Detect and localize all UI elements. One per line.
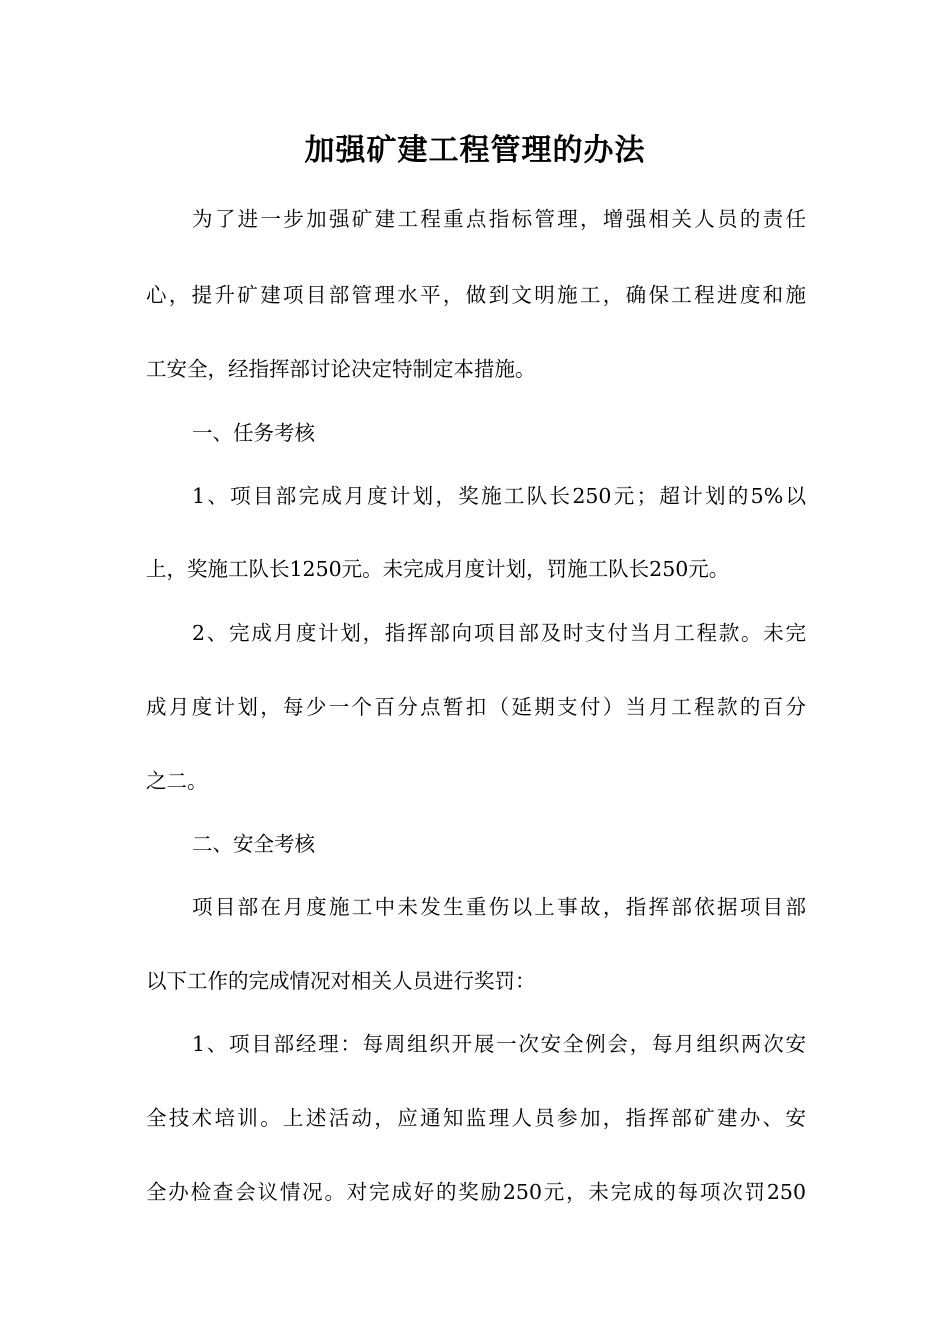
paragraph-line: 项目部在月度施工中未发生重伤以上事故，指挥部依据项目部 [192,895,806,919]
paragraph-line: 以下工作的完成情况对相关人员进行奖罚： [146,969,536,993]
paragraph-line: 之二。 [146,769,208,793]
paragraph-line: 上，奖施工队长1250元。未完成月度计划，罚施工队长250元。 [146,557,730,581]
paragraph-line: 成月度计划，每少一个百分点暂扣（延期支付）当月工程款的百分 [146,695,806,719]
section-heading: 二、安全考核 [192,832,315,856]
paragraph-line: 全技术培训。上述活动，应通知监理人员参加，指挥部矿建办、安 [146,1106,806,1130]
paragraph-line: 1、项目部完成月度计划，奖施工队长250元；超计划的5%以 [192,484,806,508]
paragraph-line: 工安全，经指挥部讨论决定特制定本措施。 [146,357,536,381]
section-heading: 一、任务考核 [192,421,315,445]
paragraph-line: 心，提升矿建项目部管理水平，做到文明施工，确保工程进度和施 [146,283,806,307]
document-title: 加强矿建工程管理的办法 [304,133,646,168]
paragraph-line: 2、完成月度计划，指挥部向项目部及时支付当月工程款。未完 [192,621,806,645]
paragraph-line: 为了进一步加强矿建工程重点指标管理，增强相关人员的责任 [192,207,806,231]
paragraph-line: 全办检查会议情况。对完成好的奖励250元，未完成的每项次罚250 [146,1180,806,1204]
paragraph-line: 1、项目部经理：每周组织开展一次安全例会，每月组织两次安 [192,1032,806,1056]
